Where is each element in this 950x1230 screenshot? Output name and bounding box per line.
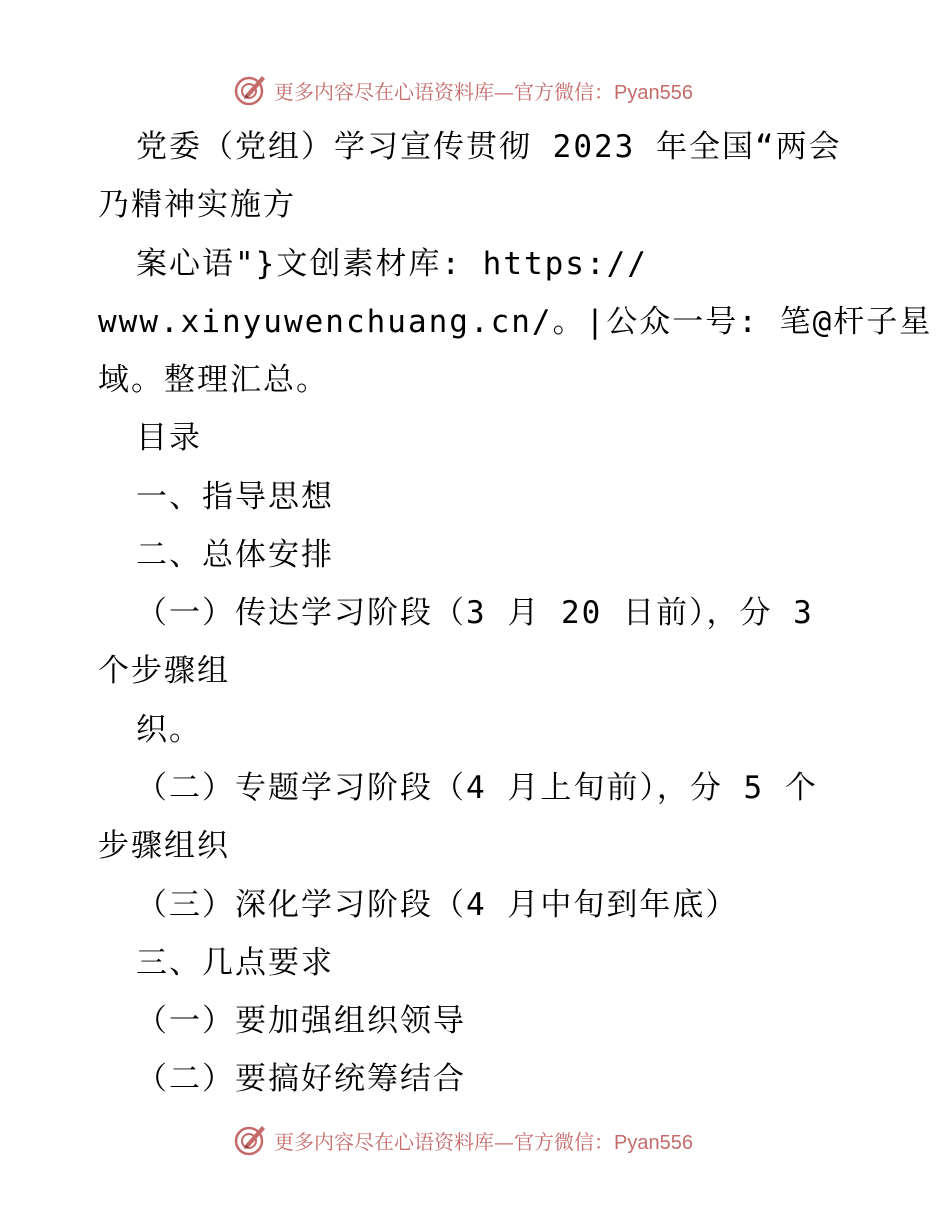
toc-item: （一）要加强组织领导 xyxy=(136,1003,466,1039)
toc-item: （一）传达学习阶段（3 月 20 日前），分 3 xyxy=(136,595,814,631)
doc-title-line-2: 乃精神实施方 xyxy=(98,187,296,223)
toc-item: 二、总体安排 xyxy=(136,537,334,573)
doc-source-line-3: 域。整理汇总。 xyxy=(98,362,329,398)
pen-nib-circle-icon xyxy=(232,72,268,108)
watermark-id: Pyan556 xyxy=(614,1131,693,1154)
doc-source-line-1: 案心语"}文创素材库: https:// xyxy=(136,246,648,282)
doc-title-line-1: 党委（党组）学习宣传贯彻 2023 年全国“两会 xyxy=(136,129,842,165)
toc-item: （三）深化学习阶段（4 月中旬到年底） xyxy=(136,887,739,923)
toc-item: （二）要搞好统筹结合 xyxy=(136,1061,466,1097)
toc-heading: 目录 xyxy=(136,420,202,456)
pen-nib-circle-icon xyxy=(232,1122,268,1158)
watermark-text: 更多内容尽在心语资料库—官方微信：Pyan556 xyxy=(274,1129,693,1154)
toc-item: 三、几点要求 xyxy=(136,945,334,981)
toc-item-continuation: 步骤组织 xyxy=(98,828,230,864)
footer-watermark xyxy=(232,1120,693,1160)
toc-item-continuation: 织。 xyxy=(136,712,202,748)
watermark-text: 更多内容尽在心语资料库—官方微信：Pyan556 xyxy=(274,79,693,104)
watermark-id: Pyan556 xyxy=(614,81,693,104)
toc-item: 一、指导思想 xyxy=(136,479,334,515)
header-watermark xyxy=(232,70,693,110)
toc-item: （二）专题学习阶段（4 月上旬前），分 5 个 xyxy=(136,770,818,806)
doc-source-line-2: www.xinyuwenchuang.cn/。|公众一号: 笔@杆子星 xyxy=(98,304,933,340)
toc-item-continuation: 个步骤组 xyxy=(98,653,230,689)
